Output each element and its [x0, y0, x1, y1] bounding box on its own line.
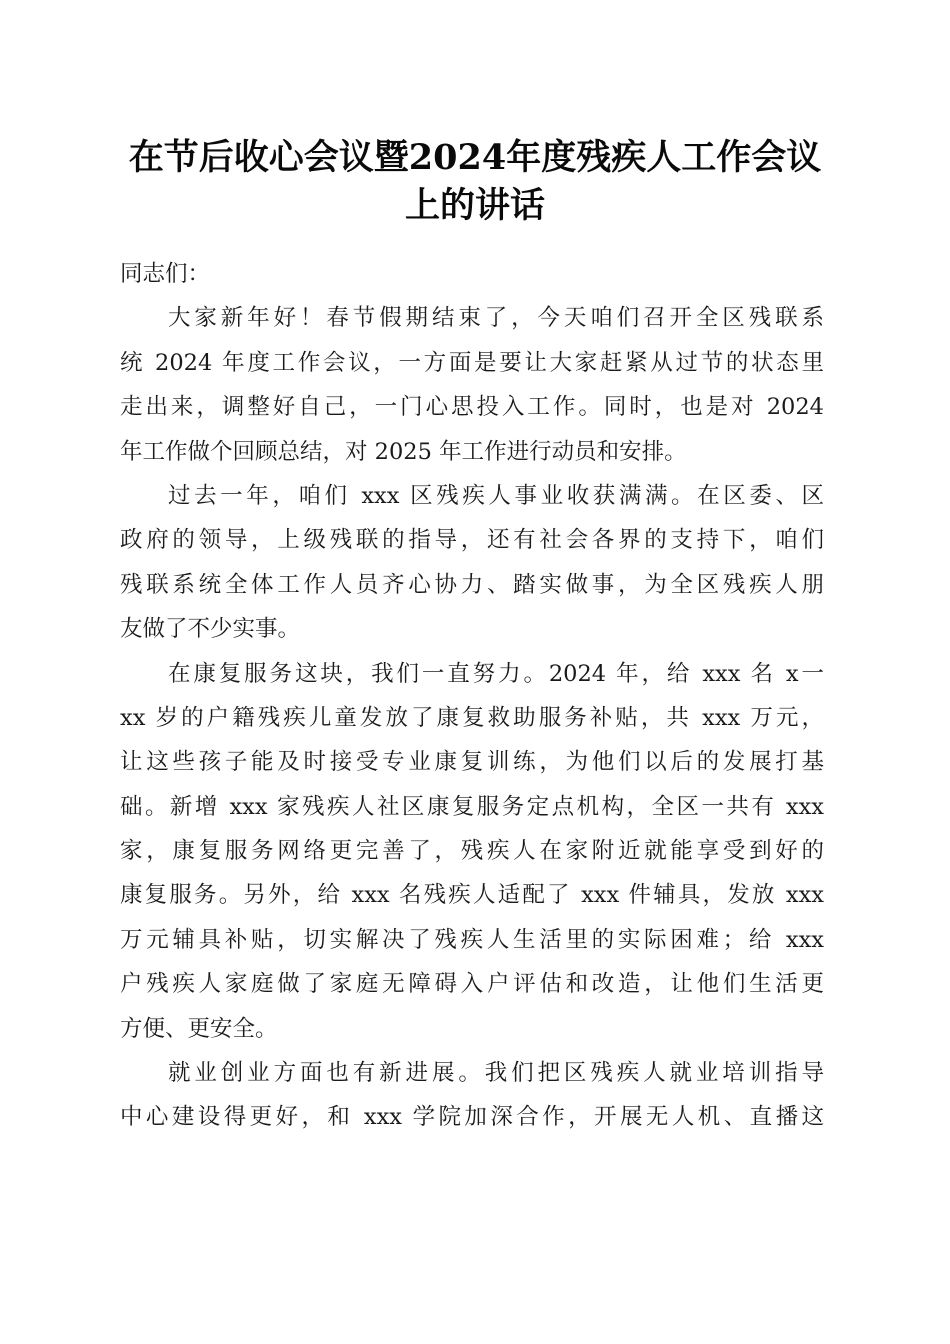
paragraph-greeting — [120, 296, 824, 474]
document-body — [120, 252, 824, 1140]
text-line: 方便、更安全。 — [120, 1015, 278, 1042]
text-line: 家，康复服务网络更完善了，残疾人在家附近就能享受到好的 — [120, 838, 824, 865]
text-line: 残联系统全体工作人员齐心协力、踏实做事，为全区残疾人朋 — [120, 571, 824, 598]
text-line: 康复服务。另外，给 xxx 名残疾人适配了 xxx 件辅具，发放 xxx — [120, 882, 824, 909]
paragraph-review — [120, 474, 824, 652]
text-line: 让这些孩子能及时接受专业康复训练，为他们以后的发展打基 — [120, 749, 824, 776]
text-line: 年工作做个回顾总结，对 2025 年工作进行动员和安排。 — [120, 438, 687, 465]
text-line: 户残疾人家庭做了家庭无障碍入户评估和改造，让他们生活更 — [120, 971, 824, 998]
text-line: 走出来，调整好自己，一门心思投入工作。同时，也是对 2024 — [120, 394, 824, 421]
text-line: 过去一年，咱们 xxx 区残疾人事业收获满满。在区委、区 — [168, 482, 824, 509]
salutation: 同志们： — [120, 261, 211, 287]
title-line-2: 上的讲话 — [404, 185, 545, 226]
text-line: 础。新增 xxx 家残疾人社区康复服务定点机构，全区一共有 xxx — [120, 793, 824, 820]
text-line: 政府的领导，上级残联的指导，还有社会各界的支持下，咱们 — [120, 527, 824, 554]
text-line: 就业创业方面也有新进展。我们把区残疾人就业培训指导 — [168, 1060, 824, 1087]
text-line: 大家新年好！春节假期结束了，今天咱们召开全区残联系 — [168, 305, 824, 332]
paragraph-employment — [120, 1051, 824, 1140]
paragraph-rehabilitation — [120, 652, 824, 1052]
title-line-1: 在节后收心会议暨2024年度残疾人工作会议 — [128, 137, 822, 178]
text-line: 在康复服务这块，我们一直努力。2024 年，给 xxx 名 x一 — [168, 660, 824, 687]
text-line: xx 岁的户籍残疾儿童发放了康复救助服务补贴，共 xxx 万元， — [120, 704, 824, 731]
text-line: 万元辅具补贴，切实解决了残疾人生活里的实际困难；给 xxx — [120, 926, 824, 953]
document-title — [100, 134, 850, 230]
text-line: 中心建设得更好，和 xxx 学院加深合作，开展无人机、直播这 — [120, 1104, 824, 1131]
text-line: 统 2024 年度工作会议，一方面是要让大家赶紧从过节的状态里 — [120, 349, 824, 376]
text-line: 友做了不少实事。 — [120, 616, 301, 643]
